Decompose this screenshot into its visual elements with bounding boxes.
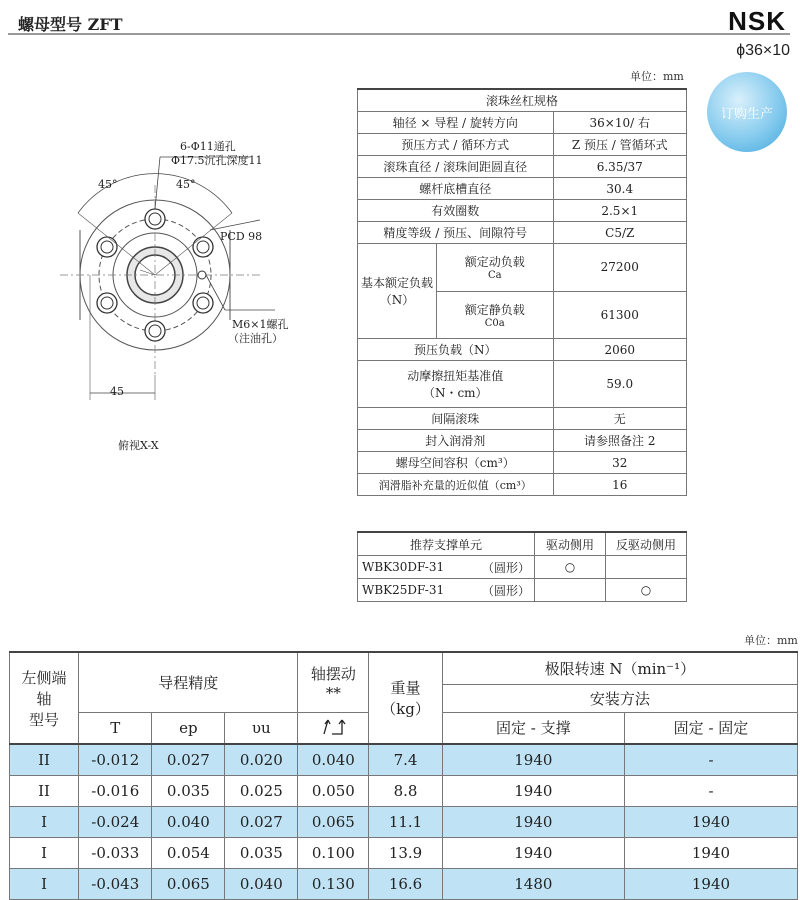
- row-weight: 11.1: [369, 806, 442, 837]
- dim-45-label: 45: [110, 385, 124, 398]
- support-header: 推荐支撑单元: [358, 532, 535, 556]
- anti-drive-mark: ○: [606, 579, 687, 602]
- spec-row-value: Z 预压 / 管循环式: [553, 134, 687, 156]
- runout-arrow-icon: [320, 716, 346, 736]
- spec-row-label: 轴径 × 导程 / 旋转方向: [358, 112, 554, 134]
- spec-row-label: 滚珠直径 / 滚珠间距圆直径: [358, 156, 554, 178]
- header-divider: [8, 33, 790, 35]
- torque-label-2: （N・cm）: [422, 386, 488, 400]
- anti-drive-mark: [606, 556, 687, 579]
- spec-row-label: 有效圈数: [358, 200, 554, 222]
- vu-header: υu: [225, 712, 298, 744]
- spec-row-value: 2.5×1: [553, 200, 687, 222]
- runout-icon: [298, 712, 369, 744]
- row-vu: 0.025: [225, 775, 298, 806]
- drive-side-header: 驱动侧用: [535, 532, 606, 556]
- row-ep: 0.035: [152, 775, 225, 806]
- dyn-label-text: 额定动负载: [464, 255, 525, 270]
- row-runout: 0.050: [298, 775, 369, 806]
- row-type: II: [10, 744, 79, 775]
- spec-row-value: 32: [553, 452, 687, 474]
- support-shape: （圆形）: [467, 556, 535, 579]
- row-T: -0.016: [79, 775, 152, 806]
- load-group-line1: 基本额定负载: [360, 276, 433, 290]
- dyn-symbol: Ca: [487, 270, 502, 282]
- static-load-value: 61300: [553, 291, 687, 339]
- row-ep: 0.027: [152, 744, 225, 775]
- dynamic-load-value: 27200: [553, 244, 687, 292]
- stat-label-text: 额定静负载: [464, 302, 525, 317]
- preload-value: 2060: [553, 339, 687, 361]
- unit-label-top: 单位：mm: [630, 70, 684, 83]
- fixed-support-header: 固定 - 支撑: [442, 712, 624, 744]
- angle-label-1: 45°: [98, 178, 118, 191]
- weight-unit: （kg）: [381, 700, 430, 718]
- row-type: I: [10, 868, 79, 899]
- spec-row-value: 30.4: [553, 178, 687, 200]
- load-group-label: [358, 244, 437, 339]
- page-title: 螺母型号 ZFT: [18, 15, 123, 34]
- drawing-caption: 俯视X-X: [118, 439, 159, 452]
- spec-row-value: 6.35/37: [553, 156, 687, 178]
- runout-header: [298, 652, 369, 712]
- row-T: -0.024: [79, 806, 152, 837]
- row-fixed-fixed: 1940: [624, 806, 797, 837]
- lead-accuracy-table: [9, 651, 798, 900]
- row-fixed-fixed: 1940: [624, 868, 797, 899]
- ep-header: ep: [152, 712, 225, 744]
- anti-drive-side-header: 反驱动侧用: [606, 532, 687, 556]
- row-fixed-support: 1940: [442, 837, 624, 868]
- lead-accuracy-header: 导程精度: [79, 652, 298, 712]
- preload-label: 预压负载（N）: [358, 339, 554, 361]
- left-end-line1: 左侧端: [21, 668, 67, 687]
- spec-row-label: 润滑脂补充量的近似值（cm³）: [358, 474, 554, 496]
- spec-row-label: 精度等级 / 预压、间隙符号: [358, 222, 554, 244]
- row-fixed-fixed: -: [624, 775, 797, 806]
- row-runout: 0.065: [298, 806, 369, 837]
- row-vu: 0.035: [225, 837, 298, 868]
- row-runout: 0.040: [298, 744, 369, 775]
- spec-row-value: 36×10/ 右: [553, 112, 687, 134]
- row-ep: 0.065: [152, 868, 225, 899]
- nsk-logo: NSK: [728, 6, 786, 36]
- spec-row-value: 16: [553, 474, 687, 496]
- static-load-label: [437, 291, 554, 339]
- unit-label-bottom: 单位：mm: [744, 634, 798, 647]
- row-weight: 16.6: [369, 868, 442, 899]
- oil-hole-label-1: M6×1螺孔: [232, 318, 289, 331]
- row-T: -0.043: [79, 868, 152, 899]
- row-vu: 0.027: [225, 806, 298, 837]
- drive-mark: [535, 579, 606, 602]
- mount-header: 安装方法: [442, 684, 797, 712]
- row-weight: 13.9: [369, 837, 442, 868]
- pcd-label: PCD 98: [220, 230, 263, 243]
- weight-text: 重量: [390, 679, 421, 697]
- row-weight: 8.8: [369, 775, 442, 806]
- left-end-header: [10, 652, 79, 744]
- torque-label-1: 动摩擦扭矩基准值: [407, 369, 504, 383]
- hole-label-2: Φ17.5沉孔深度11: [171, 154, 263, 167]
- row-vu: 0.040: [225, 868, 298, 899]
- spec-row-value: 请参照备注 2: [553, 430, 687, 452]
- spec-row-value: C5/Z: [553, 222, 687, 244]
- speed-header: 极限转速 N（min⁻¹）: [442, 652, 797, 684]
- angle-label-2: 45°: [176, 178, 196, 191]
- torque-label: [358, 361, 554, 408]
- row-fixed-fixed: -: [624, 744, 797, 775]
- order-production-badge[interactable]: 订购生产: [707, 72, 787, 152]
- row-runout: 0.130: [298, 868, 369, 899]
- stat-symbol: C0a: [484, 317, 505, 329]
- torque-value: 59.0: [553, 361, 687, 408]
- runout-text: 轴摆动: [310, 664, 356, 683]
- left-end-line2: 轴: [36, 689, 52, 708]
- row-runout: 0.100: [298, 837, 369, 868]
- row-T: -0.033: [79, 837, 152, 868]
- support-model: WBK25DF-31: [358, 579, 467, 602]
- spec-table-header: 滚珠丝杠规格: [358, 89, 687, 112]
- support-unit-table: [357, 531, 687, 602]
- row-type: I: [10, 837, 79, 868]
- row-type: I: [10, 806, 79, 837]
- spec-row-label: 封入润滑剂: [358, 430, 554, 452]
- dynamic-load-label: [437, 244, 554, 292]
- T-header: T: [79, 712, 152, 744]
- row-weight: 7.4: [369, 744, 442, 775]
- weight-header: [369, 652, 442, 744]
- spec-row-label: 预压方式 / 循环方式: [358, 134, 554, 156]
- row-ep: 0.054: [152, 837, 225, 868]
- row-type: II: [10, 775, 79, 806]
- runout-mark: **: [325, 683, 341, 702]
- hole-label-1: 6-Φ11通孔: [180, 140, 236, 153]
- oil-hole: [198, 271, 206, 279]
- spec-row-label: 螺母空间容积（cm³）: [358, 452, 554, 474]
- ball-screw-spec-table: [357, 88, 687, 496]
- row-T: -0.012: [79, 744, 152, 775]
- drive-mark: ○: [535, 556, 606, 579]
- row-vu: 0.020: [225, 744, 298, 775]
- spec-row-label: 螺杆底槽直径: [358, 178, 554, 200]
- left-end-line3: 型号: [29, 710, 60, 729]
- row-fixed-fixed: 1940: [624, 837, 797, 868]
- row-ep: 0.040: [152, 806, 225, 837]
- spec-row-value: 无: [553, 408, 687, 430]
- fixed-fixed-header: 固定 - 固定: [624, 712, 797, 744]
- size-spec: ɸ36×10: [736, 42, 790, 59]
- support-model: WBK30DF-31: [358, 556, 467, 579]
- hole-leader: [155, 157, 160, 209]
- oil-hole-label-2: （注油孔）: [228, 332, 283, 345]
- row-fixed-support: 1940: [442, 806, 624, 837]
- row-fixed-support: 1940: [442, 775, 624, 806]
- row-fixed-support: 1940: [442, 744, 624, 775]
- row-fixed-support: 1480: [442, 868, 624, 899]
- support-shape: （圆形）: [467, 579, 535, 602]
- load-group-line2: （N）: [379, 293, 415, 307]
- spec-row-label: 间隔滚珠: [358, 408, 554, 430]
